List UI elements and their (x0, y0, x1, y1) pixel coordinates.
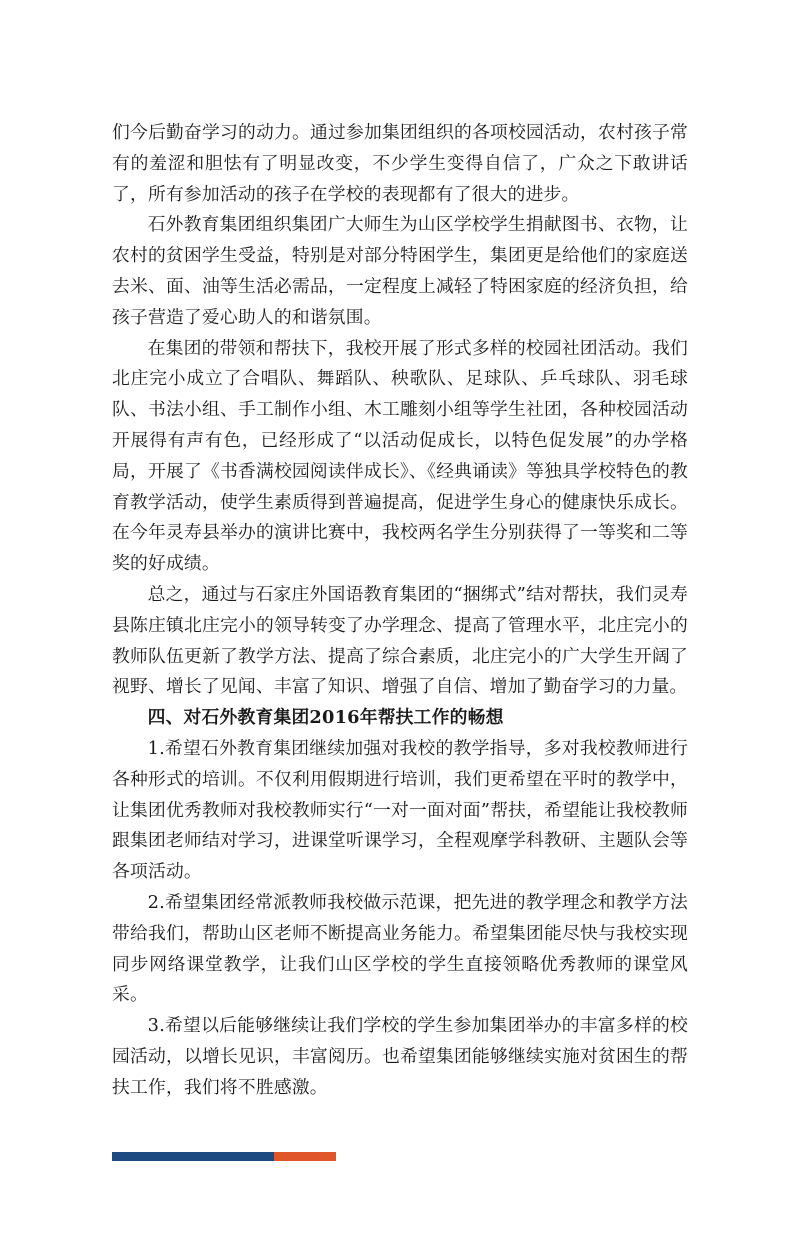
list-item-1: 1.希望石外教育集团继续加强对我校的教学指导，多对我校教师进行各种形式的培训。不仅利用假期进行培训，我们更希望在平时的教学中，让集团优秀教师对我校教师实行“一对一面对面”帮扶，希望能让我校教师跟集团老师结对学习，进课堂听课学习，全程观摩学科教研、主题队会等各项活动。 (112, 737, 688, 883)
paragraph-summary: 总之，通过与石家庄外国语教育集团的“捆绑式”结对帮扶，我们灵寿县陈庄镇北庄完小的领导转变了办学理念、提高了管理水平，北庄完小的教师队伍更新了教学方法、提高了综合素质，北庄完小的广大学生开阔了视野、增长了见闻、丰富了知识、增强了自信、增加了勤奋学习的力量。 (112, 583, 688, 698)
paragraph-donations: 石外教育集团组织集团广大师生为山区学校学生捐献图书、衣物，让农村的贫困学生受益，特别是对部分特困学生，集团更是给他们的家庭送去米、面、油等生活必需品，一定程度上减轻了特困家庭的经济负担，给孩子营造了爱心助人的和谐氛围。 (112, 214, 688, 328)
footer-decorative-bar (112, 1152, 336, 1161)
document-body (112, 118, 688, 1104)
list-item-3: 3.希望以后能够继续让我们学校的学生参加集团举办的丰富多样的校园活动，以增长见识，丰富阅历。也希望集团能够继续实施对贫困生的帮扶工作，我们将不胜感激。 (112, 1015, 688, 1098)
footer-bar-orange-segment (274, 1152, 336, 1161)
list-item-2: 2.希望集团经常派教师我校做示范课，把先进的教学理念和教学方法带给我们，帮助山区老师不断提高业务能力。希望集团能尽快与我校实现同步网络课堂教学，让我们山区学校的学生直接领略优秀教师的课堂风采。 (112, 891, 688, 1006)
section-heading: 四、对石外教育集团2016年帮扶工作的畅想 (147, 707, 504, 729)
footer-bar-blue-segment (112, 1152, 274, 1161)
paragraph-club-activities: 在集团的带领和帮扶下，我校开展了形式多样的校园社团活动。我们北庄完小成立了合唱队、舞蹈队、秧歌队、足球队、乒乓球队、羽毛球队、书法小组、手工制作小组、木工雕刻小组等学生社团，各种校园活动开展得有声有色，已经形成了“以活动促成长，以特色促发展”的办学格局，开展了《书香满校园阅读伴成长》、《经典诵读》等独具学校特色的教育教学活动，使学生素质得到普遍提高，促进学生身心的健康快乐成长。在今年灵寿县举办的演讲比赛中，我校两名学生分别获得了一等奖和二等奖的好成绩。 (112, 337, 688, 575)
paragraph-continuation: 们今后勤奋学习的动力。通过参加集团组织的各项校园活动，农村孩子常有的羞涩和胆怯有了明显改变，不少学生变得自信了，广众之下敢讲话了，所有参加活动的孩子在学校的表现都有了很大的进步。 (112, 122, 688, 205)
